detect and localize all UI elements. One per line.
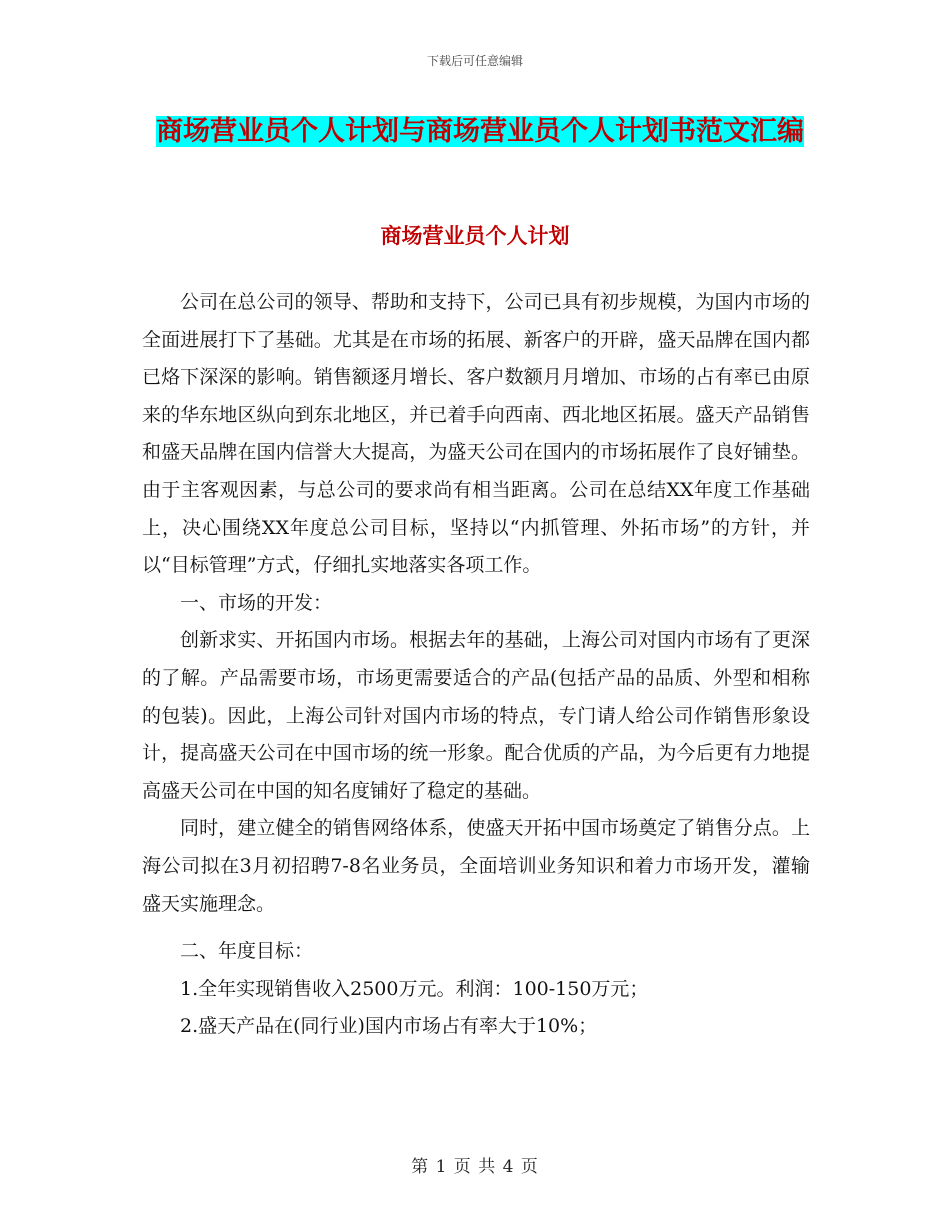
section-title: 商场营业员个人计划: [380, 224, 570, 248]
document-title-text: 商场营业员个人计划与商场营业员个人计划书范文汇编: [156, 116, 804, 147]
page-footer: 第 1 页 共 4 页: [411, 1157, 539, 1177]
paragraph-intro: 公司在总公司的领导、帮助和支持下，公司已具有初步规模，为国内市场的全面进展打下了基础。尤其是在市场的拓展、新客户的开辟，盛天品牌在国内都已烙下深深的影响。销售额逐月增长、客户数额月月增加、市场的占有率已由原来的华东地区纵向到东北地区，并已着手向西南、西北地区拓展。盛天产品销售和盛天品牌在国内信誉大大提高，为盛天公司在国内的市场拓展作了良好铺垫。由于主客观因素，与总公司的要求尚有相当距离。公司在总结XX年度工作基础上，决心围绕XX年度总公司目标，坚持以“内抓管理、外拓市场”的方针，并以“目标管理”方式，仔细扎实地落实各项工作。: [142, 291, 810, 577]
heading-market-development: 一、市场的开发：: [180, 591, 333, 614]
header-note: 下载后可任意编辑: [426, 54, 523, 68]
document-body: [142, 284, 810, 1046]
list-item-target-2: 2.盛天产品在(同行业)国内市场占有率大于10%；: [180, 1015, 598, 1038]
document-title: [145, 110, 815, 154]
list-item-target-1: 1.全年实现销售收入2500万元。利润：100-150万元；: [180, 977, 649, 1000]
paragraph-sales-network: 同时，建立健全的销售网络体系，使盛天开拓中国市场奠定了销售分点。上海公司拟在3月初招聘7-8名业务员，全面培训业务知识和着力市场开发，灌输盛天实施理念。: [142, 817, 810, 915]
heading-annual-targets: 二、年度目标：: [180, 940, 314, 963]
paragraph-market-development: 创新求实、开拓国内市场。根据去年的基础，上海公司对国内市场有了更深的了解。产品需要市场，市场更需要适合的产品(包括产品的品质、外型和相称的包装)。因此，上海公司针对国内市场的特点，专门请人给公司作销售形象设计，提高盛天公司在中国市场的统一形象。配合优质的产品，为今后更有力地提高盛天公司在中国的知名度铺好了稳定的基础。: [142, 629, 810, 802]
